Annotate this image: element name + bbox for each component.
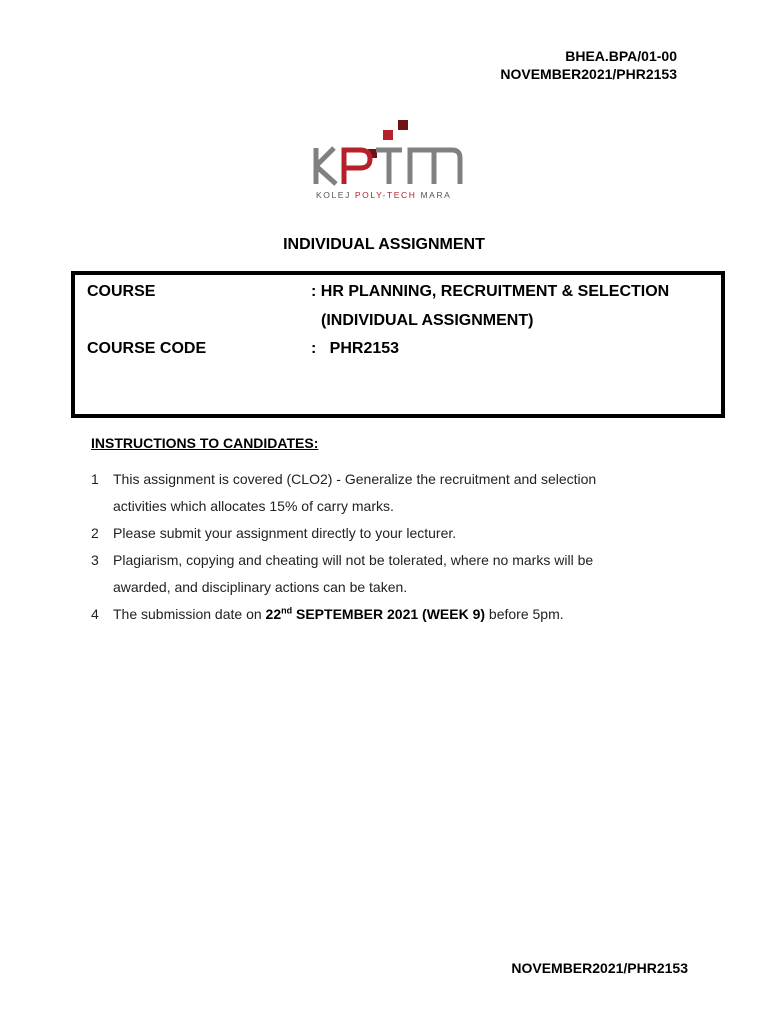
submission-text-post: before 5pm. (485, 606, 564, 622)
document-title: INDIVIDUAL ASSIGNMENT (283, 236, 485, 253)
course-code-label: COURSE CODE (87, 340, 207, 357)
logo-square-dark (398, 120, 408, 130)
logo-letter-p (344, 150, 370, 184)
kptm-logo-graphic (312, 118, 466, 202)
course-code-value: : PHR2153 (311, 340, 400, 357)
instructions-heading: INSTRUCTIONS TO CANDIDATES: (91, 435, 319, 451)
session-code: NOVEMBER2021/PHR2153 (500, 66, 677, 82)
submission-day: 22 (265, 606, 282, 622)
logo-tagline: KOLEJ POLY-TECH MARA (316, 190, 452, 200)
course-value: : HR PLANNING, RECRUITMENT & SELECTION (311, 283, 670, 300)
instruction-text: Plagiarism, copying and cheating will not be tolerated, where no marks will be awarded, and disciplinary actions can be taken. (113, 552, 594, 595)
course-info-box (71, 271, 725, 418)
instruction-number: 3 (91, 552, 99, 568)
logo-letter-k (316, 148, 336, 184)
document-code: BHEA.BPA/01-00 (565, 48, 677, 64)
instruction-text: Please submit your assignment directly to your lecturer. (113, 525, 457, 541)
kptm-logo (312, 118, 466, 202)
submission-text-pre: The submission date on (113, 606, 266, 622)
submission-day-suffix: nd (281, 605, 293, 616)
instruction-number: 1 (91, 471, 99, 487)
instruction-number: 2 (91, 525, 99, 541)
course-value-subtitle: (INDIVIDUAL ASSIGNMENT) (321, 312, 534, 329)
logo-letter-t (376, 150, 402, 184)
submission-date: SEPTEMBER 2021 (WEEK 9) (292, 606, 486, 622)
instruction-number: 4 (91, 606, 99, 622)
logo-square-red (383, 130, 393, 140)
logo-letter-m (410, 150, 460, 184)
instruction-text: This assignment is covered (CLO2) - Generalize the recruitment and selection activities which allocates 15% of carry marks. (113, 471, 597, 514)
footer-session-code: NOVEMBER2021/PHR2153 (511, 960, 688, 976)
instruction-text (113, 601, 653, 628)
course-label: COURSE (87, 283, 156, 300)
